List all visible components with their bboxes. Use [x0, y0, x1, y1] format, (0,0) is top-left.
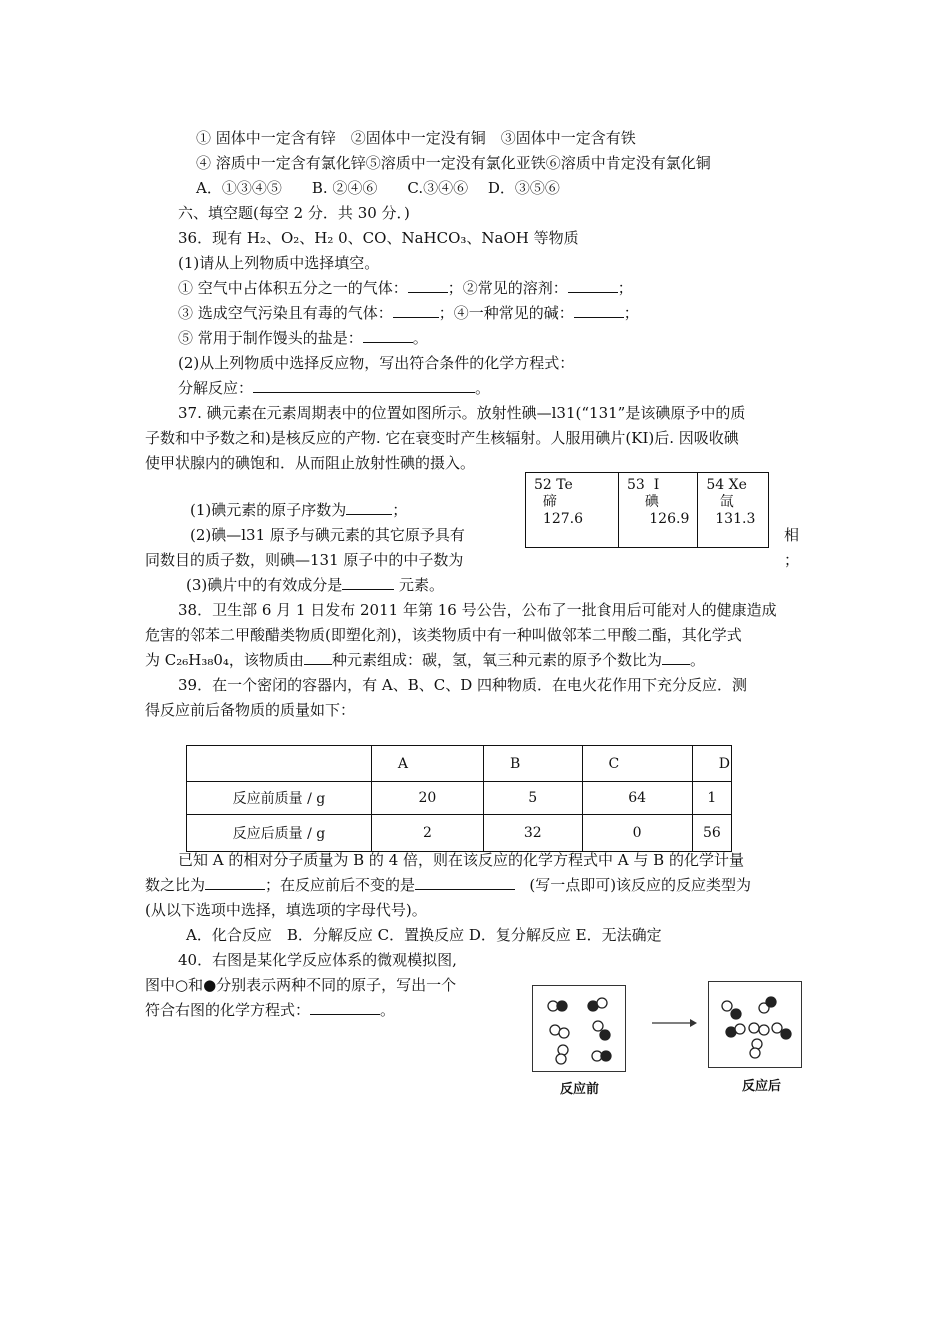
q39-line1: 39．在一个密闭的容器内，有 A、B、C、D 四种物质．在电火花作用下充分反应．测	[178, 676, 747, 694]
q37-sub1-end: ；	[392, 501, 408, 519]
element-mass: 126.9	[649, 511, 690, 527]
before-molecules	[533, 986, 625, 1071]
q36-stem: 36．现有 H₂、O₂、H₂ 0、CO、NaHCO₃、NaOH 等物质	[178, 229, 579, 247]
q36-blank-4[interactable]	[574, 303, 624, 318]
q37-sub2b: 同数目的质子数，则碘—131 原子中的中子数为	[145, 551, 464, 569]
q38-blank-1[interactable]	[304, 650, 332, 665]
table-header-row	[187, 746, 732, 782]
mass-data-table	[186, 745, 732, 852]
q37-blank-2[interactable]	[342, 575, 394, 590]
q36-item2	[178, 303, 639, 323]
q36-sub2: (2)从上列物质中选择反应物，写出符合条件的化学方程式：	[178, 354, 575, 372]
q35-options-line1: ① 固体中一定含有锌 ②固体中一定没有铜 ③固体中一定含有铁	[196, 129, 636, 147]
element-number: 53	[627, 477, 645, 493]
q36-item1-text-c: ；	[617, 279, 633, 297]
q35-options-line2: ④ 溶质中一定含有氯化锌⑤溶质中一定没有氯化亚铁⑥溶质中肯定没有氯化铜	[196, 154, 711, 172]
q36-item3	[178, 328, 428, 348]
q40-blank-1[interactable]	[310, 1000, 380, 1015]
q36-blank-1[interactable]	[408, 278, 448, 293]
periodic-table-fragment	[525, 472, 769, 548]
before-box	[532, 985, 626, 1072]
element-symbol: Xe	[728, 477, 747, 493]
q36-item1-text-b: ；②常见的溶剂：	[447, 279, 568, 297]
table-header-cell: B	[484, 746, 583, 782]
q37-line3: 使甲状腺内的碘饱和．从而阻止放射性碘的摄入。	[145, 454, 476, 472]
element-cell-i	[619, 473, 698, 548]
caption-after: 反应后	[742, 1079, 782, 1094]
q40-line3-end: 。	[380, 1001, 396, 1019]
q38-end: 。	[689, 651, 705, 669]
section-heading: 六、填空题(每空 2 分．共 30 分．)	[178, 204, 410, 222]
q40-line2: 图中○和●分别表示两种不同的原子，写出一个	[145, 976, 457, 994]
q36-sub1: (1)请从上列物质中选择填空。	[178, 254, 380, 272]
element-cell-te	[526, 473, 619, 548]
q37-sub3-text: (3)碘片中的有效成分是	[186, 576, 343, 594]
q39-blank-1[interactable]	[205, 875, 265, 890]
element-name: 碲	[542, 494, 557, 510]
q39-after2-text-a: 数之比为	[145, 876, 206, 894]
q37-side-xiang: 相	[784, 526, 800, 544]
arrow-icon	[650, 1017, 698, 1029]
table-cell: 32	[484, 815, 583, 852]
element-mass: 127.6	[542, 511, 583, 527]
q38-line3	[145, 650, 705, 670]
q37-sub1-text: (1)碘元素的原子序数为	[190, 501, 347, 519]
q36-item2-text-c: ；	[623, 304, 639, 322]
table-cell: 20	[371, 782, 483, 815]
reaction-diagram	[522, 975, 822, 1100]
q36-decomp-end: 。	[475, 379, 491, 397]
q40-line1: 40．右图是某化学反应体系的微观模拟图,	[178, 951, 457, 969]
q39-after2-text-b: ；在反应前后不变的是	[265, 876, 416, 894]
element-number: 54	[706, 477, 725, 493]
q35-choices: A．①③④⑤ B. ②④⑥ C.③④⑥ D．③⑤⑥	[196, 179, 560, 197]
q37-line1: 37. 碘元素在元素周期表中的位置如图所示。放射性碘—l31(“131”是该碘原予中的质	[178, 404, 746, 422]
q39-choices: A．化合反应 B．分解反应 C．置换反应 D．复分解反应 E．无法确定	[186, 926, 662, 944]
q36-item1-text-a: ① 空气中占体积五分之一的气体：	[178, 279, 408, 297]
q36-item1	[178, 278, 633, 298]
table-cell: 2	[371, 815, 483, 852]
element-symbol: I	[653, 477, 660, 493]
caption-before: 反应前	[560, 1082, 600, 1097]
q36-decomp-label: 分解反应：	[178, 379, 254, 397]
q38-blank-2[interactable]	[662, 650, 690, 665]
q37-side-semicolon: ；	[784, 551, 800, 569]
table-header-cell: A	[371, 746, 483, 782]
q37-sub3-end: 元素。	[394, 576, 445, 594]
q36-item2-text-a: ③ 选成空气污染且有毒的气体：	[178, 304, 393, 322]
element-symbol: Te	[556, 477, 573, 493]
table-cell: 5	[484, 782, 583, 815]
table-header-cell: D	[692, 746, 731, 782]
table-row	[187, 815, 732, 852]
element-name: 碘	[644, 494, 659, 510]
q36-blank-2[interactable]	[568, 278, 618, 293]
table-cell: 反应后质量 / g	[187, 815, 372, 852]
q38-line1: 38．卫生部 6 月 1 日发布 2011 年第 16 号公告，公布了一批食用后可能对人的健康造成	[178, 601, 777, 619]
q40-line3	[145, 1000, 395, 1020]
table-row	[187, 782, 732, 815]
q38-mid-text: 种元素组成：碳，氢，氧三种元素的原予个数比为	[331, 651, 662, 669]
q39-after2-text-c: (写一点即可)该反应的反应类型为	[529, 876, 752, 894]
q38-formula-text: 为 C₂₆H₃₈0₄，该物质由	[145, 651, 304, 669]
q36-blank-6[interactable]	[253, 378, 475, 393]
after-molecules	[709, 982, 801, 1067]
q36-decomp	[178, 378, 490, 398]
table-header-cell	[187, 746, 372, 782]
element-mass: 131.3	[715, 511, 756, 527]
q37-sub2a: (2)碘—l31 原予与碘元素的其它原予具有	[190, 526, 465, 544]
q40-line3-text: 符合右图的化学方程式：	[145, 1001, 311, 1019]
q37-line2: 子数和中予数之和)是核反应的产物. 它在衰变时产生核辐射。人服用碘片(KI)后. 因吸收碘	[145, 429, 739, 447]
q37-sub1	[190, 500, 407, 520]
table-cell: 64	[582, 782, 692, 815]
table-cell: 1	[692, 782, 731, 815]
q36-item2-text-b: ；④一种常见的碱：	[438, 304, 574, 322]
table-cell: 56	[692, 815, 731, 852]
q36-item3-text-a: ⑤ 常用于制作馒头的盐是：	[178, 329, 363, 347]
q39-after3: (从以下选项中选择，填选项的字母代号)。	[145, 901, 427, 919]
q39-after2	[145, 875, 751, 895]
q37-blank-1[interactable]	[346, 500, 392, 515]
q39-line2: 得反应前后备物质的质量如下：	[145, 701, 356, 719]
element-name: 氙	[719, 494, 734, 510]
q39-after1: 已知 A 的相对分子质量为 B 的 4 倍，则在该反应的化学方程式中 A 与 B 的化学计量	[178, 851, 744, 869]
q38-line2: 危害的邻苯二甲酸醋类物质(即塑化剂)，该类物质中有一种叫做邻苯二甲酸二酯，其化学式	[145, 626, 742, 644]
element-number: 52	[534, 477, 552, 493]
after-box	[708, 981, 802, 1068]
table-cell: 0	[582, 815, 692, 852]
table-cell: 反应前质量 / g	[187, 782, 372, 815]
q36-item3-text-b: 。	[412, 329, 428, 347]
q39-blank-2[interactable]	[415, 875, 515, 890]
element-cell-xe	[698, 473, 769, 548]
q36-blank-5[interactable]	[363, 328, 413, 343]
q37-sub3	[186, 575, 444, 595]
q36-blank-3[interactable]	[393, 303, 439, 318]
table-header-cell: C	[582, 746, 692, 782]
